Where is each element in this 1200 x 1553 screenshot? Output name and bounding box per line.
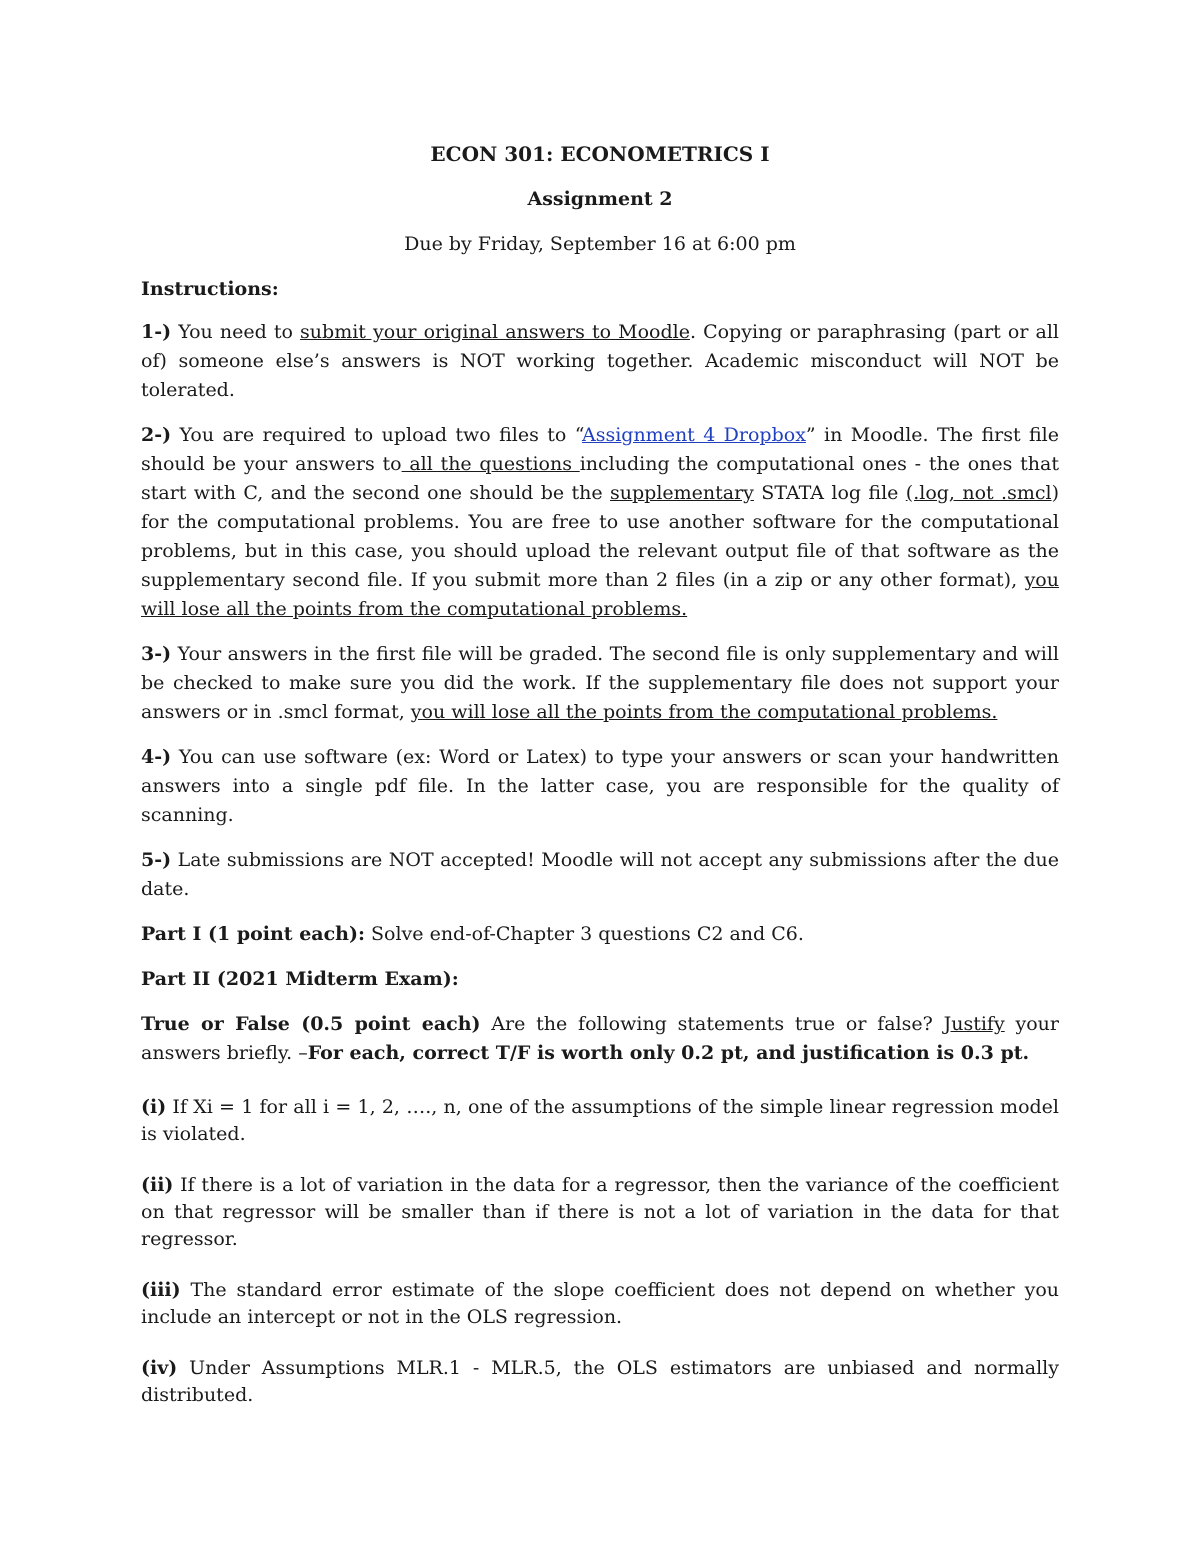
true-false-text-a: Are the following statements true or false?	[480, 1013, 944, 1035]
part-1	[141, 920, 1059, 949]
instruction-3-number: 3-)	[141, 643, 172, 665]
question-iv-text: Under Assumptions MLR.1 - MLR.5, the OLS estimators are unbiased and normally distributed.	[141, 1357, 1059, 1406]
question-i-number: (i)	[141, 1096, 167, 1118]
question-iii	[141, 1277, 1059, 1331]
instruction-4	[141, 743, 1059, 830]
part-1-label: Part I (1 point each):	[141, 923, 365, 945]
instruction-2-underlined-a: all the questions	[401, 453, 580, 475]
true-false-underlined: Justify	[943, 1013, 1005, 1035]
document-page	[141, 140, 1059, 1433]
question-i	[141, 1094, 1059, 1148]
instruction-1-text-b: . Copying or paraphrasing (part or all of) someone else’s answers is NOT working together. Academic misconduct will NOT be tolerated.	[141, 321, 1060, 401]
true-false-intro	[141, 1010, 1059, 1068]
assignment-dropbox-link[interactable]: Assignment 4 Dropbox	[581, 424, 806, 446]
assignment-title: Assignment 2	[527, 188, 673, 210]
instruction-3-underlined: you will lose all the points from the computational problems.	[410, 701, 998, 723]
question-ii	[141, 1172, 1059, 1253]
question-i-text: If Xi = 1 for all i = 1, 2, …., n, one of the assumptions of the simple linear regression model is violated.	[141, 1096, 1059, 1145]
question-iii-text: The standard error estimate of the slope coefficient does not depend on whether you include an intercept or not in the OLS regression.	[141, 1279, 1059, 1328]
question-ii-text: If there is a lot of variation in the data for a regressor, then the variance of the coefficient on that regressor will be smaller than if there is not a lot of variation in the data for that regressor.	[141, 1174, 1059, 1250]
instructions-heading: Instructions:	[141, 278, 279, 300]
instruction-4-number: 4-)	[141, 746, 172, 768]
instruction-2-text-e: ) for the computational problems. You are free to use another software for the computational problems, but in this case, you should upload the relevant output file of that software as the supplementary second file. If you submit more than 2 files (in a zip or any other format),	[141, 482, 1059, 591]
instruction-5-text: Late submissions are NOT accepted! Moodle will not accept any submissions after the due date.	[141, 849, 1059, 900]
instruction-1-underlined: submit your original answers to Moodle	[300, 321, 690, 343]
instruction-2-text-b: ” in Moodle. The first file should be your answers to	[141, 424, 1059, 475]
instruction-3-text: Your answers in the first file will be graded. The second file is only supplementary and will be checked to make sure you did the work. If the supplementary file does not support your answers or in .smcl format,	[141, 643, 1059, 723]
instruction-1-number: 1-)	[141, 321, 172, 343]
instruction-2-underlined-c: (.log, not .smcl	[905, 482, 1052, 504]
instruction-1-text-a: You need to	[171, 321, 301, 343]
instruction-1	[141, 318, 1059, 405]
instruction-2-text-c: including the computational ones - the ones that start with C, and the second one should be the	[141, 453, 1059, 504]
instruction-2-text-a: You are required to upload two files to “	[171, 424, 582, 446]
true-false-text-b: your answers briefly. –	[141, 1013, 1059, 1064]
question-iv-number: (iv)	[141, 1357, 178, 1379]
part-2-label: Part II (2021 Midterm Exam):	[141, 968, 459, 990]
question-iii-number: (iii)	[141, 1279, 181, 1301]
true-false-label: True or False (0.5 point each)	[141, 1013, 481, 1035]
instruction-2-underlined-d: you will lose all the points from the computational problems.	[141, 569, 1059, 620]
course-title: ECON 301: ECONOMETRICS I	[430, 142, 770, 166]
instruction-5	[141, 846, 1059, 904]
part-2	[141, 965, 1059, 994]
instruction-2-number: 2-)	[141, 424, 172, 446]
instruction-5-number: 5-)	[141, 849, 172, 871]
due-date: Due by Friday, September 16 at 6:00 pm	[404, 233, 796, 255]
question-iv	[141, 1355, 1059, 1409]
question-ii-number: (ii)	[141, 1174, 174, 1196]
instruction-4-text: You can use software (ex: Word or Latex) to type your answers or scan your handwritten answers into a single pdf file. In the latter case, you are responsible for the quality of scanning.	[141, 746, 1059, 826]
instruction-2-underlined-b: supplementary	[610, 482, 754, 504]
true-false-scoring: For each, correct T/F is worth only 0.2 pt, and justification is 0.3 pt.	[307, 1042, 1030, 1064]
instruction-2	[141, 421, 1059, 624]
instruction-2-text-d: STATA log file	[753, 482, 906, 504]
part-1-text: Solve end-of-Chapter 3 questions C2 and C6.	[364, 923, 804, 945]
instruction-3	[141, 640, 1059, 727]
